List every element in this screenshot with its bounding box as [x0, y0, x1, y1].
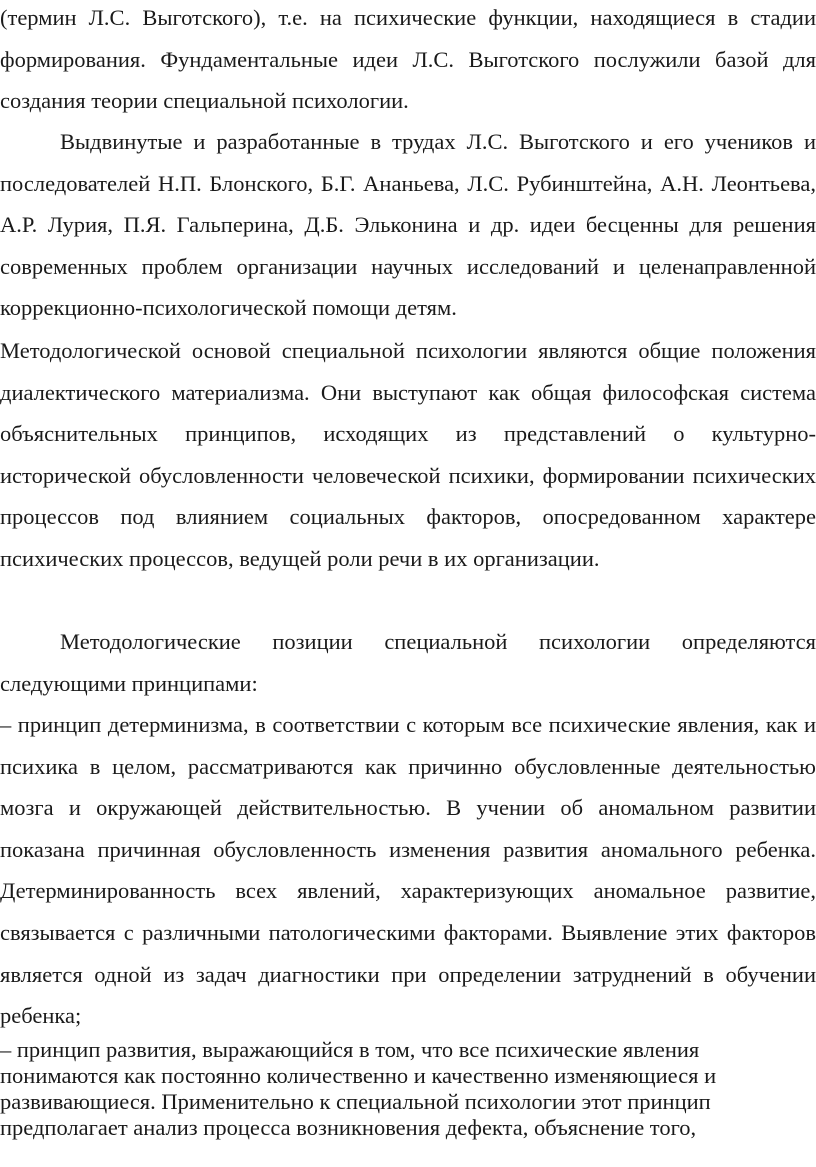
- text-line: Методологические позиции специальной психологии определяются: [60, 629, 816, 654]
- text-line: Леонтьева, А.Р. Лурия, П.Я. Гальперина, Д.Б. Эльконина и др. идеи бесценны: [0, 170, 816, 238]
- text-line: Выдвинутые и разработанные в трудах Л.С. Выготского и его учеников: [60, 129, 793, 154]
- text-line: философская система объяснительных принципов, исходящих из: [0, 379, 816, 447]
- text-line: речи в их организации.: [378, 545, 600, 571]
- list-item-determinism-principle: [0, 704, 816, 1037]
- text-line: и последователей Н.П. Блонского, Б.Г. Ананьева, Л.С. Рубинштейна, А.Н.: [0, 129, 816, 196]
- text-line: аномальном развитии показана причинная обусловленность изменения: [0, 795, 816, 862]
- text-line: патологическими факторами. Выявление этих факторов является одной из: [0, 919, 816, 987]
- text-line: представлений о культурно-исторической обусловленности человеческой: [0, 421, 816, 488]
- paragraph-followers: [0, 121, 816, 329]
- text-line: для решения современных проблем организации научных исследований и: [0, 212, 816, 279]
- text-line: формирования. Фундаментальные идеи Л.С. Выготского послужили базой для: [0, 46, 816, 72]
- text-line: положения диалектического материализма. Они выступают как общая: [0, 338, 816, 405]
- text-line: следующими принципами:: [0, 670, 258, 696]
- paragraph-methodological-basis: [0, 330, 816, 580]
- text-line: деятельностью мозга и окружающей действительностью. В учении об: [0, 753, 816, 821]
- text-line: Методологической основой специальной психологии являются общие: [0, 338, 701, 363]
- text-line: создания теории специальной психологии.: [0, 88, 409, 114]
- paragraph-principles-intro: [0, 621, 816, 704]
- text-line: развивающиеся. Применительно к специальной психологии этот принцип: [0, 1089, 711, 1114]
- text-line: факторов, опосредованном характере психических процессов, ведущей роли: [0, 504, 816, 571]
- text-line: предполагает анализ процесса возникновения дефекта, объяснение того,: [0, 1115, 697, 1140]
- text-line: – принцип развития, выражающийся в том, что все психические явления: [0, 1037, 700, 1062]
- text-line: задач диагностики при определении затруднений в обучении ребенка;: [0, 961, 816, 1029]
- text-line: психики, формировании психических процессов под влиянием социальных: [0, 462, 816, 530]
- list-item-development-principle: [0, 1037, 816, 1141]
- text-line: как и психика в целом, рассматриваются как причинно обусловленные: [0, 712, 816, 779]
- text-line: (термин Л.С. Выготского), т.е. на психические функции, находящиеся в стадии: [0, 5, 816, 30]
- paragraph-vygotsky-functions: [0, 0, 816, 122]
- text-line: развития аномального ребенка. Детерминированность всех явлений,: [0, 836, 816, 904]
- text-line: целенаправленной коррекционно-психологической помощи детям.: [0, 253, 816, 321]
- text-line: понимаются как постоянно количественно и качественно изменяющиеся и: [0, 1063, 717, 1088]
- text-line: характеризующих аномальное развитие, связывается с различными: [0, 878, 816, 945]
- text-line: – принцип детерминизма, в соответствии с которым все психические явления,: [0, 712, 760, 737]
